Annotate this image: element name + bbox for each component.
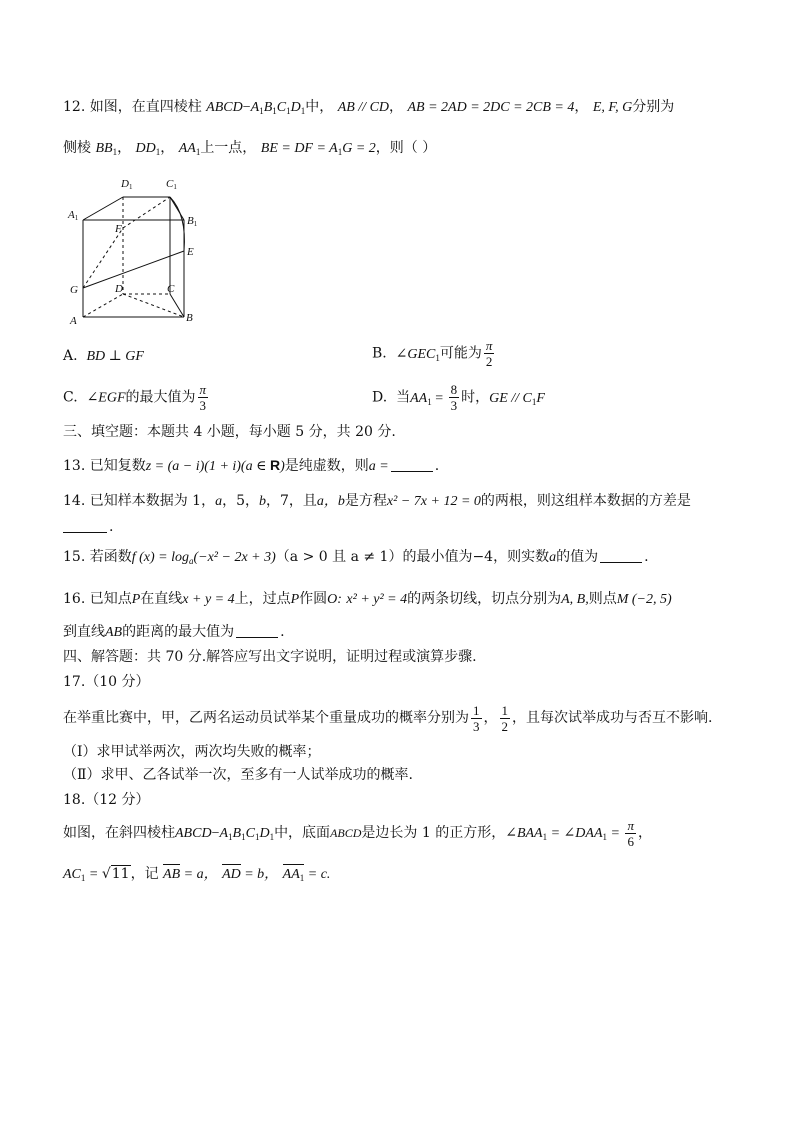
edge-c1b1 — [170, 197, 184, 220]
label-d: D — [115, 283, 123, 295]
option-c[interactable]: C. ∠EGF的最大值为 $\frac{\pi}{3}$ — [63, 382, 207, 413]
vector-ab: AB — [163, 864, 180, 886]
q15-answer-blank[interactable] — [600, 548, 642, 563]
q12-line-2: 侧棱 $BB_1$， $DD_1$， $AA_1$上一点， BE = DF = $A_1G = 2$，则（ ） — [63, 140, 437, 157]
q18-heading: 18.（12 分） — [63, 792, 150, 808]
label-b1: B1 — [187, 215, 198, 228]
q15: 15. 若函数f $(x) = \log_a(-x^2 - 2x + 3)(a > 0$ 且 a ≠ 1）的最小值为−4，则实数a的值为 . — [63, 549, 649, 566]
q16-answer-blank[interactable] — [236, 623, 278, 638]
diagonal-db-hidden — [123, 294, 184, 317]
option-d[interactable]: D. 当$AA_1$ = $\frac{8}{3}$ 时，GE // $C_1F$ — [372, 382, 545, 413]
segment-gf-hidden — [83, 228, 123, 288]
label-g: G — [70, 284, 78, 296]
q18-stem-2: $AC_1 = √11$，记 AB = a， AD = b， $AA_1 = c$. — [63, 863, 754, 889]
label-f: F — [115, 223, 122, 235]
q14-line-2: . — [63, 516, 754, 538]
section-3-heading: 三、填空题：本题共 4 小题，每小题 5 分，共 20 分. — [63, 424, 396, 440]
q12-line-1: 12. 如图，在直四棱柱 $ABCD-A_1B_1C_1D_1$中， AB // CD， AB = 2AD = 2DC = 2CB = 4， E, F, G分别为 — [63, 99, 675, 116]
prism-name: $ABCD-A_1B_1C_1D_1$ — [206, 100, 306, 116]
q16-line-2: 到直线AB的距离的最大值为 . — [63, 624, 285, 640]
q17-heading: 17.（10 分） — [63, 674, 150, 690]
option-a[interactable]: A. BD ⊥ GF — [63, 348, 144, 364]
label-a1: A1 — [68, 209, 79, 222]
vector-aa1: $AA_1$ — [283, 864, 305, 889]
label-c1: C1 — [166, 178, 177, 191]
edge-a1d1 — [83, 197, 123, 220]
segment-fc1-hidden — [123, 197, 170, 228]
prism-figure — [63, 175, 213, 330]
q17-part-i: （Ⅰ）求甲试举两次，两次均失败的概率； — [63, 744, 321, 760]
option-b[interactable]: B. $\angle GEC_1$可能为 $\frac{\pi}{2}$ — [372, 338, 493, 369]
q13-answer-blank[interactable] — [391, 457, 433, 472]
section-4-heading: 四、解答题：共 70 分.解答应写出文字说明，证明过程或演算步骤. — [63, 649, 477, 665]
edge-ad-hidden — [83, 294, 123, 317]
q17-stem: 在举重比赛中，甲，乙两名运动员试举某个重量成功的概率分别为 $\frac{1}{3}$ ， $\frac{1}{2}$ ，且每次试举成功与否互不影响. — [63, 702, 713, 734]
q13: 13. 已知复数z = (a − i)(1 + i)(a ∈ R)是纯虚数，则a = . — [63, 457, 440, 474]
label-b: B — [186, 312, 193, 324]
label-d1: D1 — [121, 178, 133, 191]
label-e: E — [187, 246, 194, 258]
segment-c1e — [170, 197, 184, 251]
q16-line-1: 16. 已知点P在直线x + y = 4上，过点P作圆O: x² + y² = 4的两条切线，切点分别为A, B,则点M (−2, 5) — [63, 591, 672, 607]
q14-line-1: 14. 已知样本数据为 1，a，5，b，7，且a，b是方程x² − 7x + 12 = 0的两根，则这组样本数据的方差是 — [63, 493, 691, 509]
q17-part-ii: （Ⅱ）求甲、乙各试举一次，至多有一人试举成功的概率. — [63, 767, 413, 783]
edge-cb — [170, 294, 184, 317]
q14-answer-blank[interactable] — [63, 518, 107, 533]
label-c: C — [167, 283, 175, 295]
q18-stem-1: 如图，在斜四棱柱$ABCD-A_1B_1C_1D_1$中，底面ABCD是边长为 1 的正方形，$\angle BAA_1$ = $\angle DAA_1$ = $\frac{\pi}{6}$ ， — [63, 817, 652, 849]
vector-ad: AD — [222, 864, 241, 886]
label-a: A — [70, 315, 77, 327]
